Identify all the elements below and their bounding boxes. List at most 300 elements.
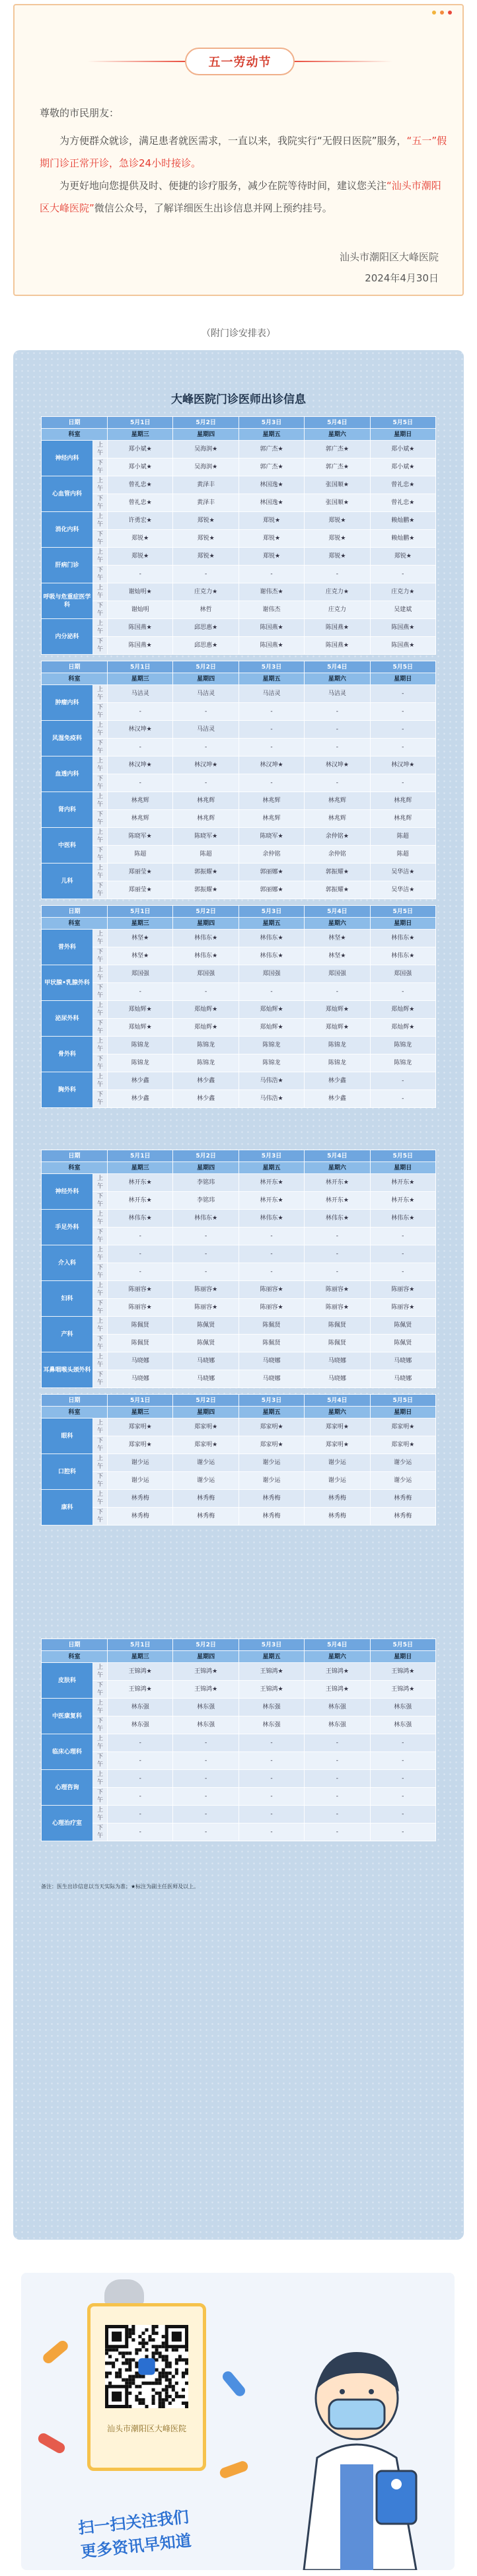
doctor-cell: 庄克力★ <box>305 583 370 601</box>
doctor-cell: - <box>173 1823 238 1841</box>
doctor-cell: 陈国燕★ <box>370 637 435 655</box>
doctor-cell: 陈晓军★ <box>108 828 173 846</box>
dept-header: 科室 <box>42 1651 108 1663</box>
date-header: 5月1日 <box>108 417 173 429</box>
doctor-cell: - <box>173 1245 238 1263</box>
doctor-cell: 马伟浩★ <box>238 1072 304 1090</box>
doctor-cell: - <box>238 1263 304 1281</box>
dot-icon <box>432 11 436 15</box>
doctor-cell: 马晓娜 <box>108 1370 173 1388</box>
doctor-cell: 林兆辉 <box>108 792 173 810</box>
weekday-header: 星期六 <box>305 1651 370 1663</box>
table-row <box>42 1823 436 1841</box>
doctor-cell: 林伟东★ <box>238 947 304 965</box>
doctor-cell: 郑锐★ <box>238 530 304 548</box>
doctor-cell: 郑灿辉★ <box>305 1001 370 1019</box>
slogan-line: 更多资讯早知道 <box>79 2531 192 2561</box>
dept-header: 科室 <box>42 429 108 441</box>
doctor-cell: 王锦鸿★ <box>173 1681 238 1699</box>
doctor-cell: 郑家明★ <box>305 1436 370 1454</box>
date-header: 5月2日 <box>173 1639 238 1651</box>
doctor-cell: 郑家明★ <box>238 1418 304 1436</box>
doctor-cell: - <box>108 1263 173 1281</box>
doctor-cell: - <box>238 721 304 739</box>
session-cell: 下午 <box>93 637 108 655</box>
doctor-cell: 郑家明★ <box>370 1418 435 1436</box>
table-row <box>42 1054 436 1072</box>
table-row <box>42 1734 436 1752</box>
session-cell: 下午 <box>93 1228 108 1245</box>
doctor-cell: 郑家明★ <box>238 1436 304 1454</box>
doctor-cell: 林秀梅 <box>305 1508 370 1526</box>
doctor-cell: 陈丽容★ <box>305 1281 370 1299</box>
date-header: 5月1日 <box>108 906 173 918</box>
doctor-cell: - <box>305 1770 370 1788</box>
doctor-cell: 林汉坤★ <box>238 756 304 774</box>
doctor-cell: 林少鑫 <box>173 1072 238 1090</box>
doctor-cell: 陈国燕★ <box>370 619 435 637</box>
table-row <box>42 619 436 637</box>
doctor-cell: 郑灿辉★ <box>173 1019 238 1037</box>
weekday-header: 星期日 <box>370 1407 435 1418</box>
doctor-cell: 陈超 <box>370 846 435 864</box>
doctor-cell: 林汉坤★ <box>173 756 238 774</box>
doctor-cell: 林坚★ <box>305 930 370 947</box>
decorative-dots <box>432 11 452 15</box>
session-cell: 上午 <box>93 930 108 947</box>
doctor-cell: - <box>108 1752 173 1770</box>
doctor-cell: 郑家明★ <box>370 1436 435 1454</box>
department-cell: 康科 <box>42 1490 93 1526</box>
clip-icon <box>104 2279 144 2304</box>
doctor-cell: 林东强 <box>370 1716 435 1734</box>
session-cell: 下午 <box>93 1788 108 1806</box>
session-cell: 上午 <box>93 1352 108 1370</box>
doctor-cell: 谢少运 <box>108 1454 173 1472</box>
doctor-cell: - <box>305 1263 370 1281</box>
department-cell: 心理治疗室 <box>42 1806 93 1841</box>
session-cell: 上午 <box>93 583 108 601</box>
doctor-cell: 郑灿辉★ <box>173 1001 238 1019</box>
holiday-notice-card <box>13 4 464 296</box>
session-cell: 下午 <box>93 1263 108 1281</box>
date-header: 5月5日 <box>370 1639 435 1651</box>
doctor-cell: 林开东★ <box>238 1174 304 1192</box>
date-header: 日期 <box>42 1150 108 1162</box>
doctor-cell: 谢少运 <box>108 1472 173 1490</box>
doctor-cell: - <box>173 983 238 1001</box>
doctor-cell: 王锦鸿★ <box>173 1663 238 1681</box>
doctor-cell: 林秀梅 <box>370 1508 435 1526</box>
weekday-header: 星期日 <box>370 1162 435 1174</box>
follow-slogan <box>77 2505 193 2563</box>
session-cell: 上午 <box>93 548 108 566</box>
doctor-cell: 林少鑫 <box>305 1072 370 1090</box>
date-header: 5月5日 <box>370 661 435 673</box>
table-row <box>42 583 436 601</box>
doctor-cell: 陈锦龙 <box>108 1054 173 1072</box>
table-row <box>42 1806 436 1823</box>
doctor-cell: - <box>173 1788 238 1806</box>
doctor-cell: 林开东★ <box>108 1174 173 1192</box>
doctor-cell: 郑家明★ <box>108 1436 173 1454</box>
doctor-cell: 郑家明★ <box>173 1436 238 1454</box>
doctor-cell: 张国顺★ <box>305 494 370 512</box>
session-cell: 下午 <box>93 703 108 721</box>
doctor-cell: 王锦鸿★ <box>238 1681 304 1699</box>
doctor-cell: - <box>238 1770 304 1788</box>
doctor-cell: - <box>370 774 435 792</box>
table-row <box>42 1037 436 1054</box>
weekday-header: 星期四 <box>173 1651 238 1663</box>
date-header: 5月4日 <box>305 1150 370 1162</box>
qr-code-icon[interactable] <box>105 2325 188 2408</box>
doctor-cell: 郑小斌★ <box>370 459 435 476</box>
date-header: 5月2日 <box>173 1150 238 1162</box>
dept-header: 科室 <box>42 1407 108 1418</box>
qr-label: 汕头市潮阳区大峰医院 <box>106 2424 186 2433</box>
dept-header: 科室 <box>42 918 108 930</box>
doctor-cell: - <box>173 1752 238 1770</box>
doctor-cell: 马晓娜 <box>108 1352 173 1370</box>
table-row <box>42 1317 436 1335</box>
doctor-cell: 陈锦龙 <box>173 1054 238 1072</box>
doctor-cell: - <box>108 983 173 1001</box>
date-header: 5月4日 <box>305 417 370 429</box>
table-row <box>42 1228 436 1245</box>
divider <box>293 61 392 62</box>
paragraph-text: 微信公众号，了解详细医生出诊信息并网上预约挂号。 <box>94 202 332 214</box>
doctor-cell: 林兆辉 <box>238 792 304 810</box>
doctor-cell: 林开东★ <box>305 1192 370 1210</box>
table-row <box>42 1210 436 1228</box>
doctor-cell: 林秀梅 <box>238 1490 304 1508</box>
doctor-cell: - <box>173 1734 238 1752</box>
doctor-cell: 林坚★ <box>108 947 173 965</box>
session-cell: 下午 <box>93 1370 108 1388</box>
department-cell: 耳鼻咽喉头颈外科 <box>42 1352 93 1388</box>
notice-paragraph-2 <box>40 174 449 219</box>
doctor-cell: 林伟东★ <box>370 930 435 947</box>
doctor-cell: 林少鑫 <box>108 1072 173 1090</box>
doctor-cell: 林东强 <box>108 1716 173 1734</box>
doctor-cell: 吴海润★ <box>173 459 238 476</box>
session-cell: 上午 <box>93 1072 108 1090</box>
table-row <box>42 1788 436 1806</box>
department-cell: 血透内科 <box>42 756 93 792</box>
doctor-illustration-icon <box>277 2326 436 2570</box>
session-cell: 上午 <box>93 1037 108 1054</box>
doctor-cell: 林伟东★ <box>370 1210 435 1228</box>
doctor-cell: 郑国强 <box>108 965 173 983</box>
date-header: 5月3日 <box>238 1639 304 1651</box>
doctor-cell: 林伟东★ <box>173 947 238 965</box>
doctor-cell: 林兆辉 <box>370 810 435 828</box>
doctor-cell: 陈超 <box>370 828 435 846</box>
doctor-cell: 郑锐★ <box>173 530 238 548</box>
weekday-row <box>42 429 436 441</box>
department-cell: 骨外科 <box>42 1037 93 1072</box>
table-row <box>42 965 436 983</box>
weekday-header: 星期三 <box>108 1162 173 1174</box>
session-cell: 下午 <box>93 1472 108 1490</box>
doctor-cell: 郑灿辉★ <box>238 1019 304 1037</box>
weekday-row <box>42 1162 436 1174</box>
doctor-cell: 陈丽容★ <box>173 1299 238 1317</box>
session-cell: 上午 <box>93 1418 108 1436</box>
doctor-cell: 林伟东★ <box>173 930 238 947</box>
session-cell: 下午 <box>93 846 108 864</box>
doctor-cell: 陈国燕★ <box>108 637 173 655</box>
doctor-cell: 林开东★ <box>370 1174 435 1192</box>
department-cell: 神经外科 <box>42 1174 93 1210</box>
date-header: 日期 <box>42 661 108 673</box>
session-cell: 下午 <box>93 459 108 476</box>
weekday-header: 星期六 <box>305 1407 370 1418</box>
weekday-header: 星期三 <box>108 429 173 441</box>
table-row <box>42 601 436 619</box>
doctor-cell: 陈锦龙 <box>305 1054 370 1072</box>
weekday-row <box>42 1407 436 1418</box>
doctor-cell: 陈丽容★ <box>238 1281 304 1299</box>
schedule-board <box>13 350 464 2240</box>
date-header: 日期 <box>42 1395 108 1407</box>
session-cell: 下午 <box>93 947 108 965</box>
doctor-cell: 林兆辉 <box>305 792 370 810</box>
session-cell: 上午 <box>93 756 108 774</box>
department-cell: 中医康复科 <box>42 1699 93 1734</box>
table-row <box>42 476 436 494</box>
doctor-cell: 陈佩贤 <box>238 1335 304 1352</box>
doctor-cell: - <box>370 566 435 583</box>
doctor-cell: - <box>305 983 370 1001</box>
session-cell: 上午 <box>93 1663 108 1681</box>
signature-date: 2024年4月30日 <box>365 272 439 284</box>
slogan-line: 扫一扫关注我们 <box>77 2507 190 2538</box>
session-cell: 下午 <box>93 1681 108 1699</box>
doctor-cell: - <box>108 1806 173 1823</box>
highlight-text: “五一”假期门诊正常开诊，急诊24小时接诊。 <box>40 135 447 169</box>
doctor-cell: - <box>108 1770 173 1788</box>
date-header: 5月1日 <box>108 661 173 673</box>
session-cell: 上午 <box>93 685 108 703</box>
schedule-caption: （附门诊安排表） <box>202 328 275 339</box>
department-cell: 肿瘤内科 <box>42 685 93 721</box>
session-cell: 上午 <box>93 1770 108 1788</box>
weekday-header: 星期四 <box>173 429 238 441</box>
doctor-cell: 郑锐★ <box>108 530 173 548</box>
schedule-table <box>41 905 436 1108</box>
doctor-cell: 邱思惠★ <box>173 637 238 655</box>
doctor-cell: 陈锦龙 <box>370 1037 435 1054</box>
department-cell: 肝病门诊 <box>42 548 93 583</box>
session-cell: 下午 <box>93 983 108 1001</box>
session-cell: 上午 <box>93 1734 108 1752</box>
doctor-cell: 陈晓军★ <box>173 828 238 846</box>
doctor-cell: 林东强 <box>305 1716 370 1734</box>
doctor-cell: 郑锐★ <box>305 530 370 548</box>
schedule-title: 大峰医院门诊医师出诊信息 <box>171 393 306 406</box>
doctor-cell: 庄克力★ <box>173 583 238 601</box>
doctor-cell: - <box>173 1228 238 1245</box>
doctor-cell: - <box>370 739 435 756</box>
doctor-cell: 余仲铭★ <box>305 828 370 846</box>
table-row <box>42 685 436 703</box>
doctor-cell: - <box>108 1245 173 1263</box>
table-row <box>42 703 436 721</box>
doctor-cell: - <box>305 774 370 792</box>
doctor-cell: 陈锦龙 <box>238 1054 304 1072</box>
doctor-cell: 陈超 <box>173 846 238 864</box>
follow-poster <box>21 2273 455 2570</box>
session-cell: 下午 <box>93 739 108 756</box>
table-row <box>42 494 436 512</box>
doctor-cell: - <box>370 1770 435 1788</box>
session-cell: 下午 <box>93 810 108 828</box>
doctor-cell: 马伟浩★ <box>238 1090 304 1108</box>
doctor-cell: 郑灿辉★ <box>305 1019 370 1037</box>
doctor-cell: 余仲铭 <box>238 846 304 864</box>
doctor-cell: - <box>305 1734 370 1752</box>
session-cell: 下午 <box>93 1054 108 1072</box>
doctor-cell: - <box>173 703 238 721</box>
doctor-cell: - <box>173 774 238 792</box>
doctor-cell: - <box>370 1090 435 1108</box>
divider <box>87 61 186 62</box>
doctor-cell: 陈丽容★ <box>370 1281 435 1299</box>
department-cell: 儿科 <box>42 864 93 899</box>
session-cell: 上午 <box>93 864 108 881</box>
dept-header: 科室 <box>42 1162 108 1174</box>
doctor-cell: - <box>238 1752 304 1770</box>
table-row <box>42 1752 436 1770</box>
table-row <box>42 1352 436 1370</box>
doctor-cell: 李铭玮 <box>173 1174 238 1192</box>
doctor-cell: 林汉坤★ <box>305 756 370 774</box>
doctor-cell: 林伟东★ <box>305 1210 370 1228</box>
doctor-cell: - <box>305 1245 370 1263</box>
doctor-cell: - <box>370 1245 435 1263</box>
session-cell: 下午 <box>93 774 108 792</box>
date-header: 5月2日 <box>173 661 238 673</box>
table-row <box>42 1436 436 1454</box>
date-header: 5月1日 <box>108 1395 173 1407</box>
table-row <box>42 739 436 756</box>
doctor-cell: 林伟东★ <box>108 1210 173 1228</box>
doctor-cell: 郑家明★ <box>108 1418 173 1436</box>
department-cell: 心血管内科 <box>42 476 93 512</box>
department-cell: 呼吸与危重症医学科 <box>42 583 93 619</box>
doctor-cell: 林秀梅 <box>173 1490 238 1508</box>
doctor-cell: 马晓娜 <box>305 1370 370 1388</box>
doctor-cell: 林开东★ <box>238 1192 304 1210</box>
doctor-cell: 曾礼忠★ <box>370 476 435 494</box>
doctor-cell: 谢少运 <box>370 1454 435 1472</box>
pill-icon <box>221 2369 248 2398</box>
doctor-cell: 郑小斌★ <box>108 459 173 476</box>
doctor-cell: - <box>370 1263 435 1281</box>
date-header: 5月3日 <box>238 1150 304 1162</box>
department-cell: 肾内科 <box>42 792 93 828</box>
table-row <box>42 810 436 828</box>
table-row <box>42 1699 436 1716</box>
doctor-cell: - <box>305 1788 370 1806</box>
session-cell: 下午 <box>93 530 108 548</box>
doctor-cell: - <box>370 685 435 703</box>
session-cell: 下午 <box>93 1335 108 1352</box>
doctor-cell: 郑灿辉★ <box>370 1001 435 1019</box>
notice-title-banner <box>87 44 392 79</box>
doctor-cell: - <box>305 739 370 756</box>
doctor-cell: - <box>173 1770 238 1788</box>
doctor-cell: - <box>305 1228 370 1245</box>
doctor-cell: 谢伟杰★ <box>238 583 304 601</box>
doctor-cell: 林兆辉 <box>305 810 370 828</box>
doctor-cell: - <box>108 1788 173 1806</box>
doctor-cell: 庄克力 <box>305 601 370 619</box>
table-row <box>42 1770 436 1788</box>
doctor-cell: 谢少运 <box>173 1472 238 1490</box>
doctor-cell: 林兆辉 <box>238 810 304 828</box>
session-cell: 上午 <box>93 828 108 846</box>
doctor-cell: 陈佩贤 <box>108 1335 173 1352</box>
department-cell: 手足外科 <box>42 1210 93 1245</box>
doctor-cell: - <box>238 566 304 583</box>
department-cell: 风湿免疫科 <box>42 721 93 756</box>
doctor-cell: 陈国燕★ <box>305 619 370 637</box>
session-cell: 上午 <box>93 441 108 459</box>
doctor-cell: 陈佩贤 <box>370 1317 435 1335</box>
doctor-cell: 郑国强 <box>370 965 435 983</box>
doctor-cell: 林少鑫 <box>305 1090 370 1108</box>
doctor-cell: 许勇宏★ <box>108 512 173 530</box>
department-cell: 皮肤科 <box>42 1663 93 1699</box>
session-cell: 下午 <box>93 1299 108 1317</box>
doctor-cell: 谢伟杰 <box>238 601 304 619</box>
doctor-cell: 邱思惠★ <box>173 619 238 637</box>
weekday-row <box>42 918 436 930</box>
date-header: 5月4日 <box>305 1639 370 1651</box>
date-header: 5月5日 <box>370 1150 435 1162</box>
doctor-cell: - <box>370 721 435 739</box>
paragraph-text: 为方便群众就诊，满足患者就医需求，一直以来，我院实行“无假日医院”服务， <box>59 135 407 147</box>
table-row <box>42 1090 436 1108</box>
doctor-cell: 郭振耀★ <box>173 881 238 899</box>
date-header: 5月3日 <box>238 906 304 918</box>
doctor-cell: - <box>370 1072 435 1090</box>
doctor-cell: 陈佩贤 <box>108 1317 173 1335</box>
doctor-cell: 陈国燕★ <box>305 637 370 655</box>
date-header: 5月3日 <box>238 1395 304 1407</box>
table-row <box>42 983 436 1001</box>
session-cell: 上午 <box>93 721 108 739</box>
doctor-cell: 曾礼忠★ <box>108 494 173 512</box>
weekday-header: 星期日 <box>370 673 435 685</box>
weekday-header: 星期六 <box>305 429 370 441</box>
notice-paragraph-1 <box>40 129 449 174</box>
doctor-cell: 郑锐★ <box>173 548 238 566</box>
pill-icon <box>219 2460 250 2480</box>
weekday-header: 星期五 <box>238 673 304 685</box>
doctor-cell: 张国顺★ <box>305 476 370 494</box>
doctor-cell: 郭振耀★ <box>173 864 238 881</box>
session-cell: 上午 <box>93 476 108 494</box>
schedule-table <box>41 416 436 655</box>
dot-icon <box>448 11 452 15</box>
doctor-cell: 余仲铭 <box>305 846 370 864</box>
department-cell: 泌尿外科 <box>42 1001 93 1037</box>
doctor-cell: 赖灿鹏★ <box>370 530 435 548</box>
